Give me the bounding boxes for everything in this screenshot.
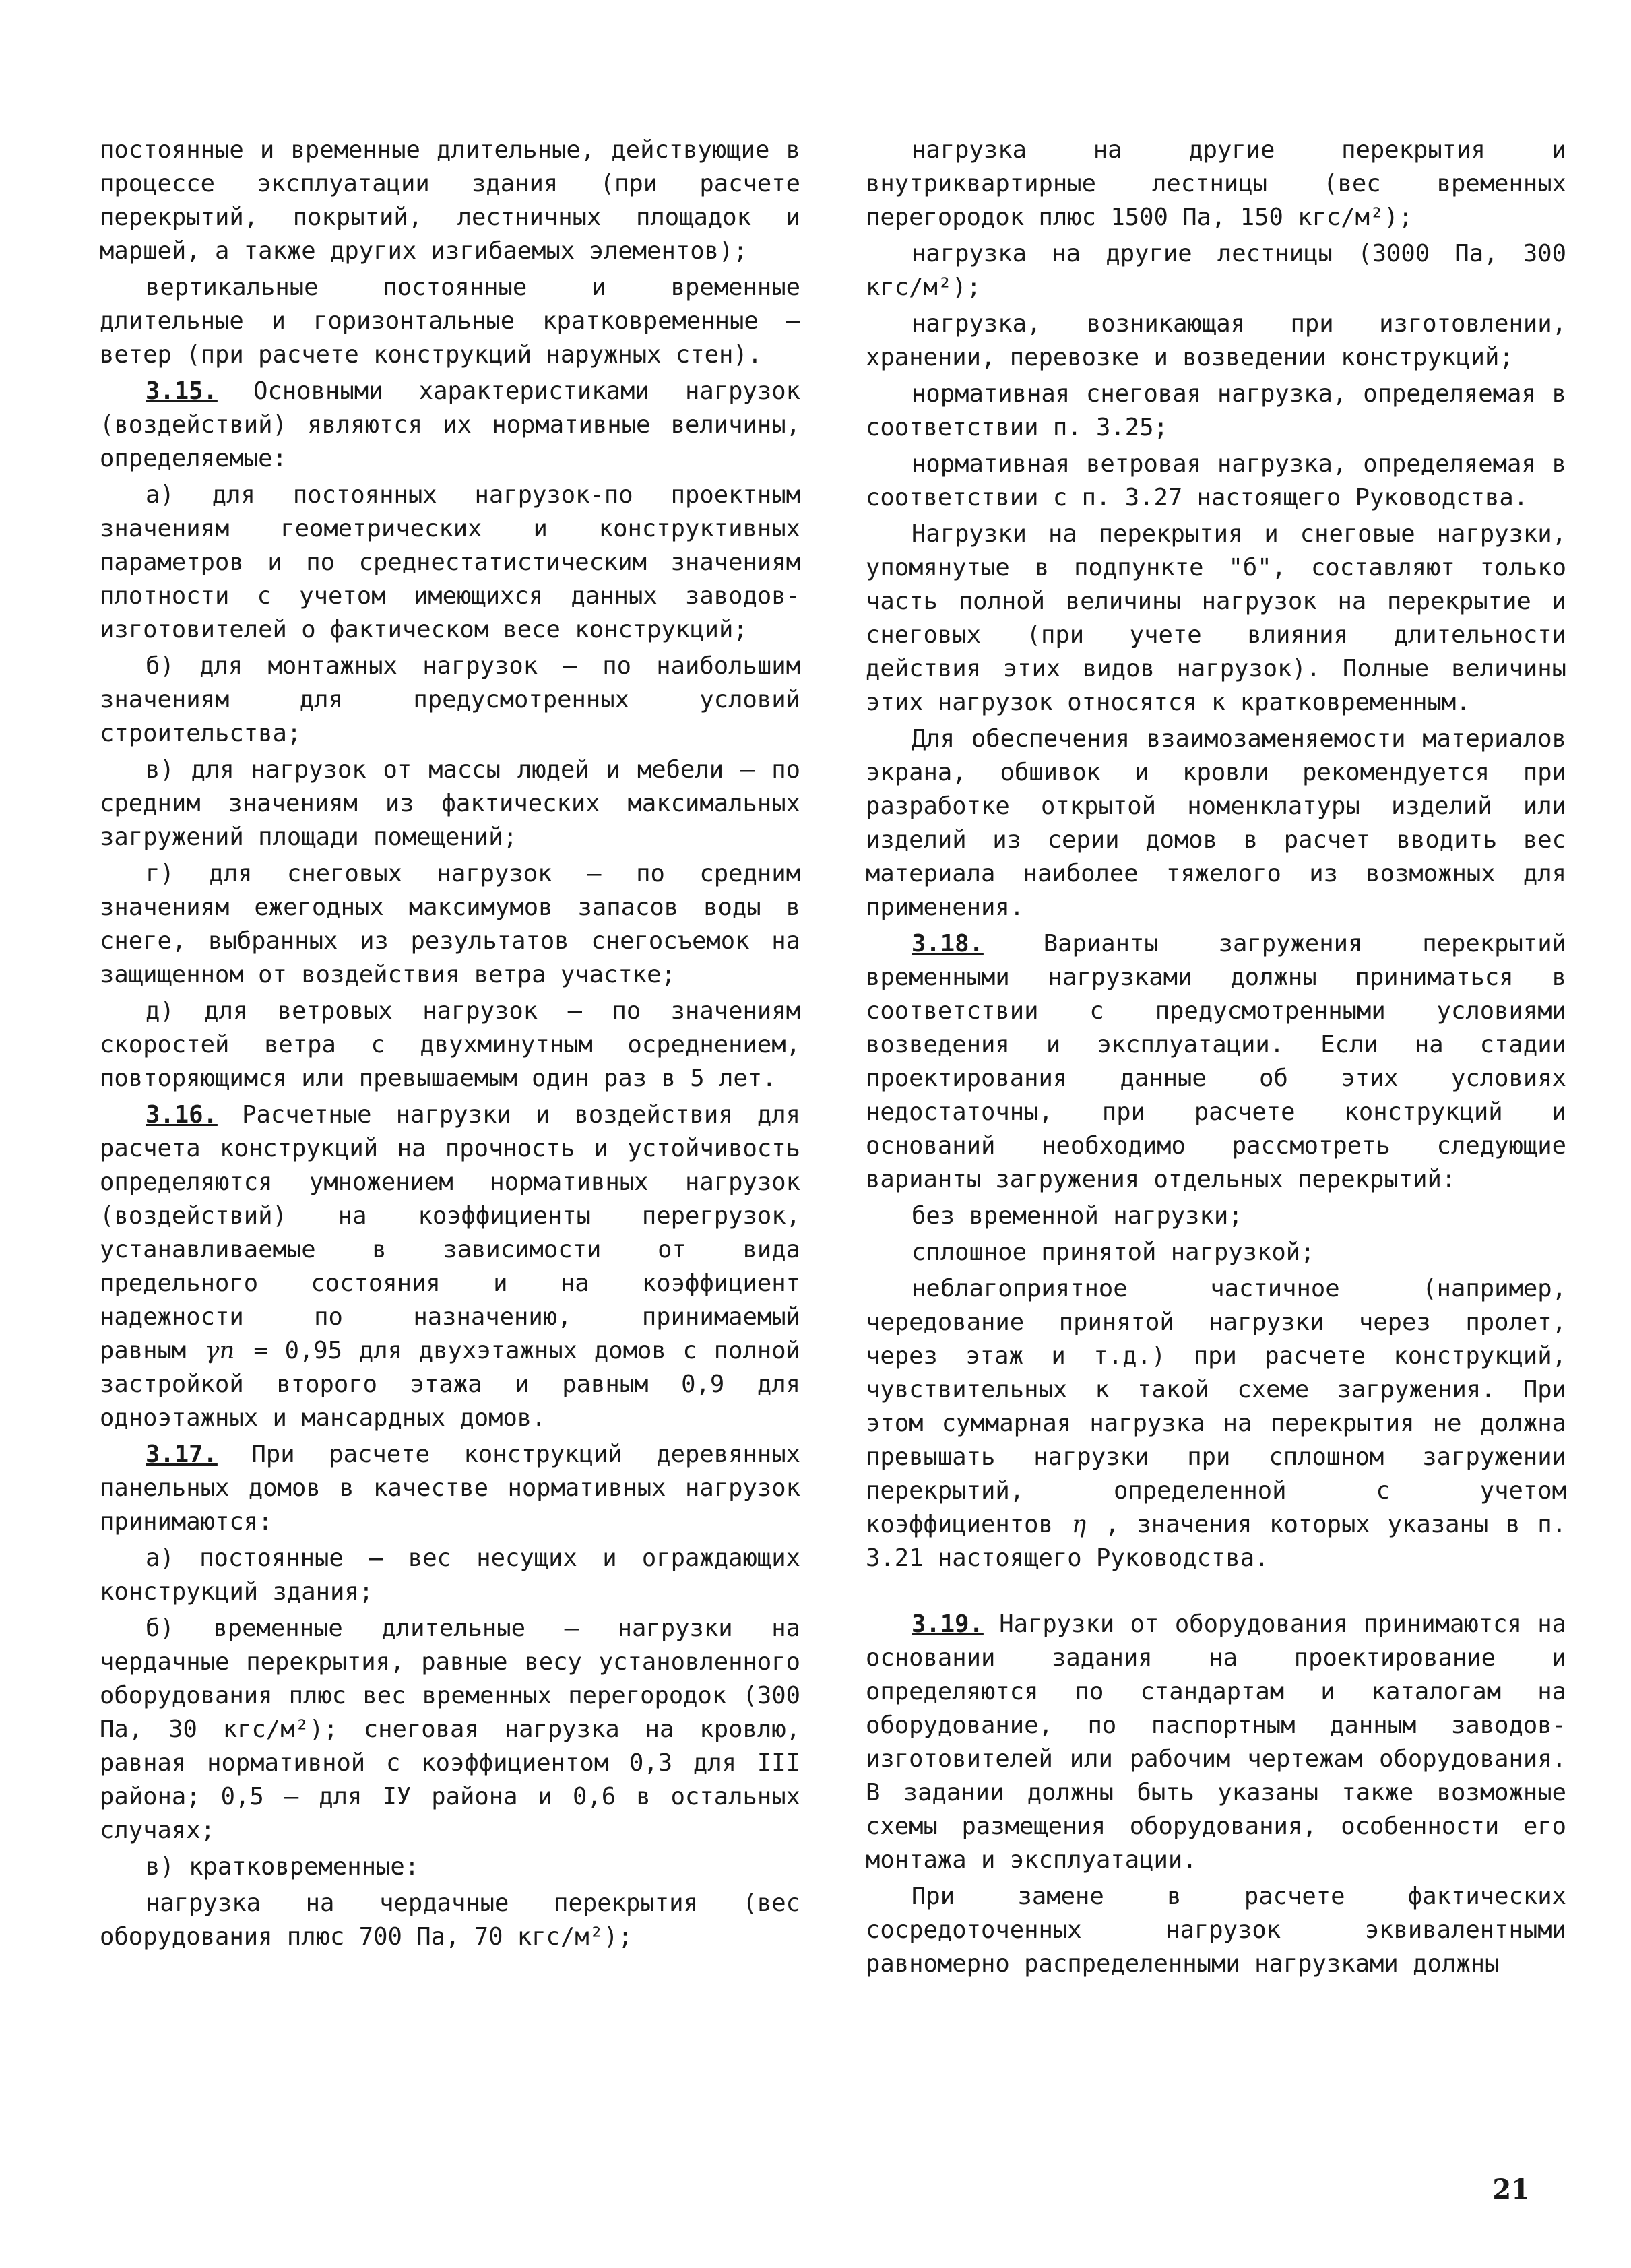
- list-item-a: а) постоянные – вес несущих и ограждающих конструкций здания;: [100, 1544, 800, 1606]
- list-item-d: д) для ветровых нагрузок – по значениям скоростей ветра с двухминутным осреднением, повторяющимся или превышаемым один раз в 5 лет.: [100, 997, 800, 1092]
- paragraph: нагрузка на другие перекрытия и внутриквартирные лестницы (вес временных перегородок плюс 1500 Па, 150 кгс/м²);: [866, 136, 1566, 231]
- list-item-text-cont: , значения которых указаны в п. 3.21 настоящего Руководства.: [866, 1511, 1566, 1572]
- list-item-v: в) для нагрузок от массы людей и мебели – по средним значениям из фактических максимальных загружений площади помещений;: [100, 756, 800, 851]
- paragraph: вертикальные постоянные и временные длительные и горизонтальные кратковременные – ветер (при расчете конструкций наружных стен).: [100, 274, 800, 369]
- list-item-a: а) для постоянных нагрузок-по проектным значениям геометрических и конструктивных параметров и по среднестатистическим значениям плотности с учетом имеющихся данных заводов-изготовителей о фактическом весе конструкций;: [100, 481, 800, 643]
- left-column: [100, 133, 800, 1957]
- section-3-18: [866, 927, 1566, 1197]
- section-3-17: [100, 1438, 800, 1539]
- section-text: Варианты загружения перекрытий временными нагрузками должны приниматься в соответствии с предусмотренными условиями возведения и эксплуатации. Если на стадии проектирования данные об этих условиях недостаточны, при расчете конструкций и оснований необходимо рассмотреть следующие варианты загружения отдельных перекрытий:: [866, 930, 1566, 1193]
- paragraph: нормативная снеговая нагрузка, определяемая в соответствии п. 3.25;: [866, 380, 1566, 441]
- list-item-b: б) для монтажных нагрузок – по наибольшим значениям для предусмотренных условий строительства;: [100, 652, 800, 747]
- paragraph: нормативная ветровая нагрузка, определяемая в соответствии с п. 3.27 настоящего Руководства.: [866, 450, 1566, 511]
- section-number: 3.17.: [146, 1441, 218, 1468]
- section-text: Расчетные нагрузки и воздействия для расчета конструкций на прочность и устойчивость определяются умножением нормативных нагрузок (воздействий) на коэффициенты перегрузок, устанавливаемые в зависимости от вида предельного состояния и на коэффициент надежности по назначению, принимаемый равным: [100, 1101, 800, 1364]
- section-3-15: [100, 375, 800, 476]
- eta-symbol: η: [1071, 1511, 1087, 1538]
- section-number: 3.16.: [146, 1101, 218, 1129]
- section-text: Основными характеристиками нагрузок (воздействий) являются их нормативные величины, определяемые:: [100, 377, 800, 472]
- paragraph: нагрузка на другие лестницы (3000 Па, 300 кгс/м²);: [866, 240, 1566, 301]
- paragraph: Нагрузки на перекрытия и снеговые нагрузки, упомянутые в подпункте "б", составляют только часть полной величины нагрузок на перекрытие и снеговых (при учете влияния длительности действия этих видов нагрузок). Полные величины этих нагрузок относятся к кратковременным.: [866, 520, 1566, 716]
- list-item: сплошное принятой нагрузкой;: [912, 1238, 1315, 1266]
- right-column: [866, 133, 1566, 1984]
- section-text-cont: = 0,95 для двухэтажных домов с полной застройкой второго этажа и равным 0,9 для одноэтажных и мансардных домов.: [100, 1337, 800, 1432]
- paragraph: нагрузка, возникающая при изготовлении, хранении, перевозке и возведении конструкций;: [866, 310, 1566, 371]
- paragraph: Для обеспечения взаимозаменяемости материалов экрана, обшивок и кровли рекомендуется при разработке открытой номенклатуры изделий или изделий из серии домов в расчет вводить вес материала наиболее тяжелого из возможных для применения.: [866, 725, 1566, 921]
- section-3-16: [100, 1098, 800, 1435]
- section-3-19: [866, 1608, 1566, 1877]
- section-text: При расчете конструкций деревянных панельных домов в качестве нормативных нагрузок принимаются:: [100, 1441, 800, 1536]
- section-number: 3.15.: [146, 377, 218, 405]
- section-number: 3.18.: [912, 930, 984, 957]
- section-number: 3.19.: [912, 1610, 984, 1638]
- list-item-b: б) временные длительные – нагрузки на чердачные перекрытия, равные весу установленного оборудования плюс вес временных перегородок (300 Па, 30 кгс/м²); снеговая нагрузка на кровлю, равная нормативной с коэффициентом 0,3 для III района; 0,5 – для IУ района и 0,6 в остальных случаях;: [100, 1614, 800, 1844]
- page-number: 21: [1492, 2174, 1530, 2205]
- paragraph: нагрузка на чердачные перекрытия (вес оборудования плюс 700 Па, 70 кгс/м²);: [100, 1889, 800, 1951]
- list-item: [866, 1272, 1566, 1575]
- paragraph: При замене в расчете фактических сосредоточенных нагрузок эквивалентными равномерно распределенными нагрузками должны: [866, 1883, 1566, 1978]
- paragraph: постоянные и временные длительные, действующие в процессе эксплуатации здания (при расчете перекрытий, покрытий, лестничных площадок и маршей, а также других изгибаемых элементов);: [100, 136, 800, 265]
- list-item-text: неблагоприятное частичное (например, чередование принятой нагрузки через пролет, через этаж и т.д.) при расчете конструкций, чувствительных к такой схеме загружения. При этом суммарная нагрузка на перекрытия не должна превышать нагрузки при сплошном загружении перекрытий, определенной с учетом коэффициентов: [866, 1275, 1566, 1538]
- gamma-symbol: γn: [205, 1337, 235, 1364]
- list-item: без временной нагрузки;: [912, 1202, 1243, 1230]
- section-text: Нагрузки от оборудования принимаются на основании задания на проектирование и определяются по стандартам и каталогам на оборудование, по паспортным данным заводов-изготовителей или рабочим чертежам оборудования. В задании должны быть указаны также возможные схемы размещения оборудования, особенности его монтажа и эксплуатации.: [866, 1610, 1566, 1874]
- list-item-g: г) для снеговых нагрузок – по средним значениям ежегодных максимумов запасов воды в снеге, выбранных из результатов снегосъемок на защищенном от воздействия ветра участке;: [100, 860, 800, 988]
- list-item-v: в) кратковременные:: [146, 1853, 420, 1881]
